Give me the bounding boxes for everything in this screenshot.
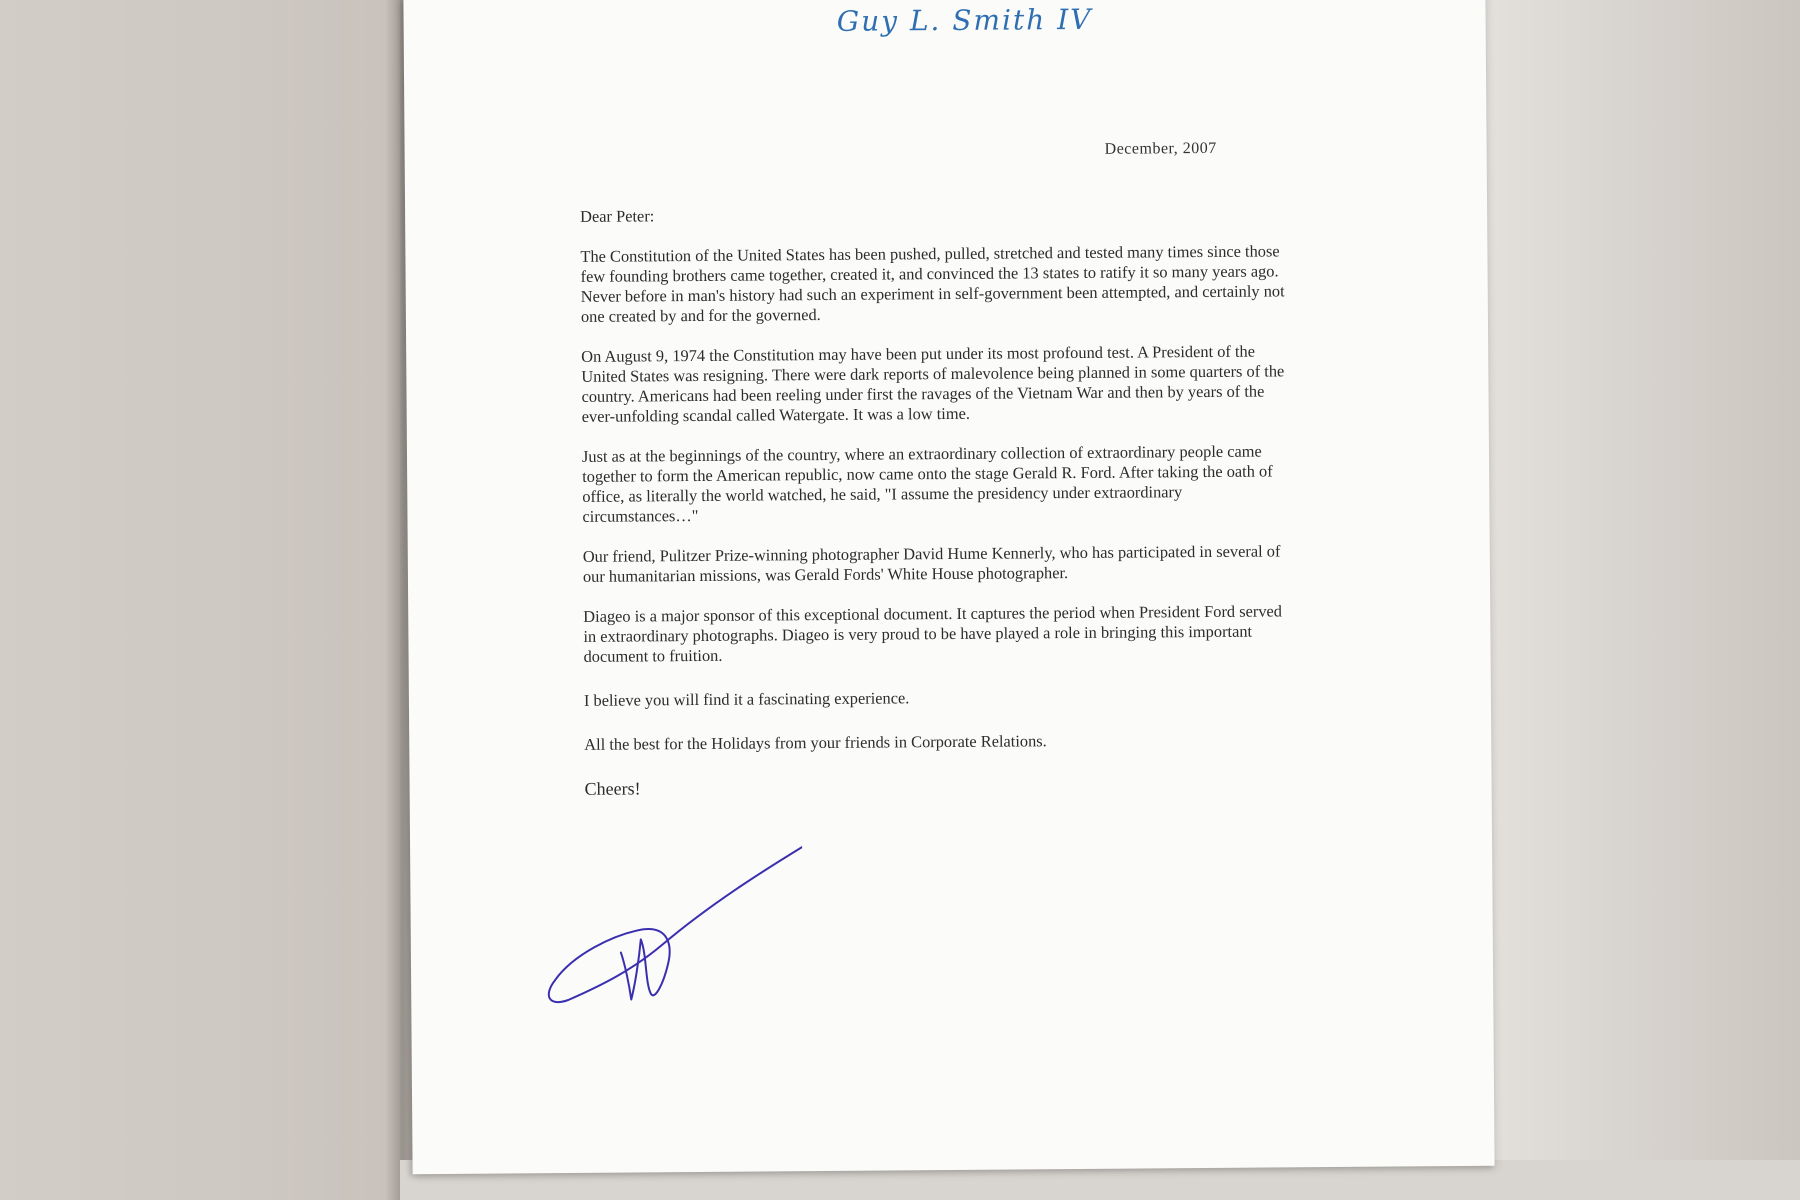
- closing: Cheers!: [584, 778, 641, 799]
- paragraph-holidays: All the best for the Holidays from your friends in Corporate Relations.: [584, 731, 1047, 754]
- letter-body: [580, 201, 1290, 799]
- paragraph-experience: I believe you will find it a fascinating experience.: [583, 688, 910, 710]
- folder-inner-panel: [1480, 0, 1800, 1200]
- paragraph-kennerly: Our friend, Pulitzer Prize-winning photographer David Hume Kennerly, who has participated in several of our humanitarian missions, was Gerald Fords' White House photographer.: [582, 541, 1281, 586]
- paragraph-diageo: Diageo is a major sponsor of this exceptional document. It captures the period when President Ford served in extraordinary photographs. Diageo is very proud to be have played a role in bringing this important document to fruition.: [583, 601, 1283, 666]
- paragraph-august-1974: On August 9, 1974 the Constitution may have been put under its most profound test. A President of the United States was resigning. There were dark reports of malevolence being planned in some quarters of the country. Americans had been reeling under first the ravages of the Vietnam War and then by years of the ever-unfolding scandal called Watergate. It was a low time.: [581, 341, 1285, 426]
- salutation: Dear Peter:: [580, 206, 655, 226]
- folder-cover: [0, 0, 440, 1200]
- signature: [542, 833, 804, 1035]
- letter-page: [403, 0, 1494, 1174]
- letterhead-name: Guy L. Smith IV: [836, 2, 1093, 38]
- paragraph-constitution: The Constitution of the United States has been pushed, pulled, stretched and tested many times since those few founding brothers came together, created it, and convinced the 13 states to ratify it so many years ago. Never before in man's history had such an experiment in self-government been attempted, and certainly not one created by and for the governed.: [580, 241, 1285, 326]
- paragraph-gerald-ford: Just as at the beginnings of the country, where an extraordinary collection of extraordinary people came together to form the American republic, now came onto the stage Gerald R. Ford. After taking the oath of office, as literally the world watched, he said, "I assume the presidency under extraordinary circumstances…": [581, 441, 1273, 526]
- letter-date: December, 2007: [1104, 139, 1217, 158]
